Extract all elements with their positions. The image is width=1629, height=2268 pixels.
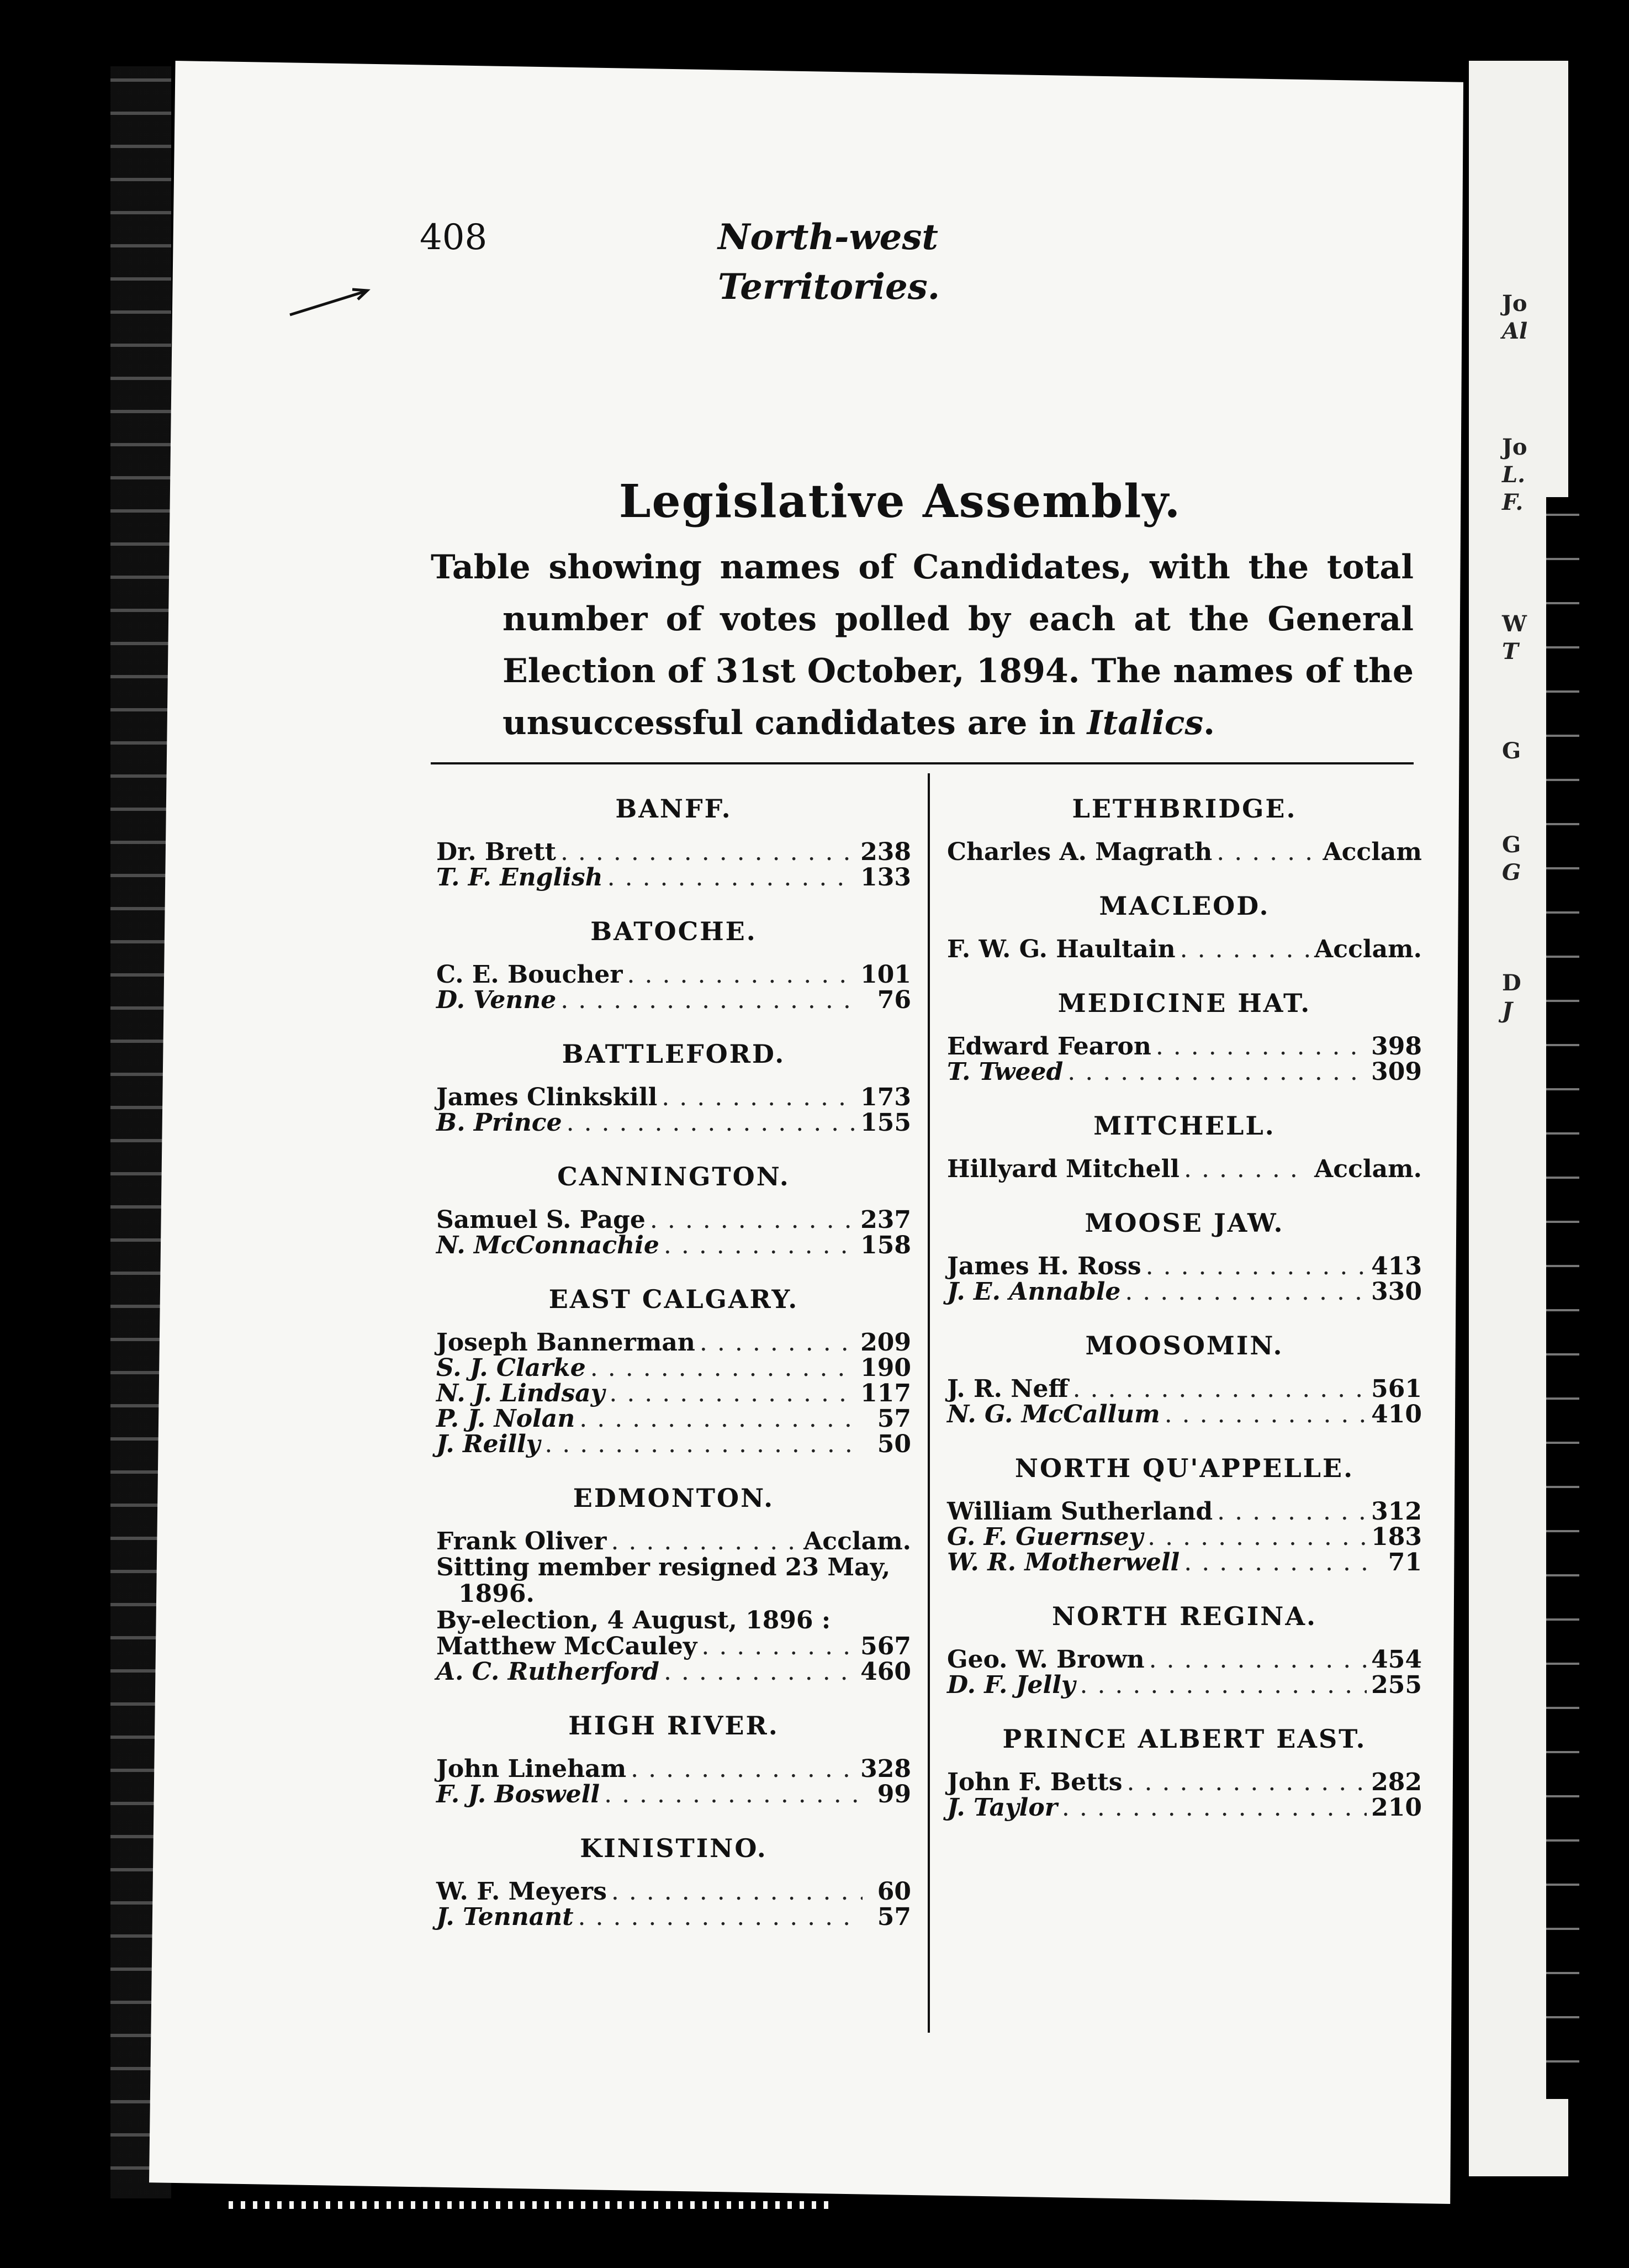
- right-column: [947, 784, 1422, 1845]
- candidate-name: J. Taylor: [947, 1794, 1057, 1822]
- vote-count: 133: [860, 863, 911, 892]
- scan-bottom-noise: [221, 2201, 828, 2209]
- candidate-name: Edward Fearon: [947, 1032, 1151, 1061]
- vote-count: 237: [860, 1206, 911, 1234]
- unsuccessful-candidate-row: [436, 1381, 911, 1406]
- facing-page-fragment: Al: [1502, 318, 1528, 344]
- candidate-name: G. F. Guernsey: [947, 1523, 1144, 1551]
- candidate-name: John F. Betts: [947, 1768, 1123, 1796]
- elected-candidate-row: [436, 840, 911, 865]
- vote-count: 255: [1371, 1671, 1422, 1699]
- elected-candidate-row: [436, 1207, 911, 1233]
- elected-candidate-row: [947, 1499, 1422, 1525]
- vote-count: 328: [860, 1755, 911, 1783]
- section-heading: Legislative Assembly.: [618, 475, 1182, 528]
- constituency-block: [436, 1283, 911, 1457]
- unsuccessful-candidate-row: [436, 1905, 911, 1930]
- left-column: [436, 784, 911, 1954]
- leader-dots: [1125, 1279, 1367, 1305]
- elected-candidate-row: [436, 962, 911, 988]
- facing-page-fragment: L.: [1502, 462, 1526, 488]
- facing-page-fragment: W: [1502, 611, 1527, 637]
- leader-dots: [1149, 1647, 1367, 1673]
- leader-dots: [1184, 1157, 1310, 1182]
- unsuccessful-candidate-row: [947, 1550, 1422, 1575]
- candidate-name: B. Prince: [436, 1109, 562, 1137]
- candidate-name: Matthew McCauley: [436, 1632, 697, 1660]
- unsuccessful-candidate-row: [947, 1795, 1422, 1821]
- vote-count: 567: [860, 1632, 911, 1660]
- constituency-block: [436, 1481, 911, 1685]
- elected-candidate-row: [947, 1770, 1422, 1795]
- intro-italic-word: Italics: [1087, 704, 1204, 742]
- header-rule: [431, 762, 1414, 764]
- leader-dots: [1217, 840, 1318, 865]
- candidate-name: James H. Ross: [947, 1252, 1141, 1280]
- leader-dots: [560, 840, 856, 865]
- unsuccessful-candidate-row: [436, 1659, 911, 1685]
- elected-candidate-row: [947, 1376, 1422, 1402]
- intro-text: Table showing names of Candidates, with the total number of votes polled by each at the General Election of 31st October, 1894. The names of the unsuccessful candidates are in: [431, 548, 1414, 742]
- vote-count: 57: [877, 1405, 911, 1433]
- leader-dots: [664, 1659, 856, 1685]
- constituency-name: LETHBRIDGE.: [1072, 794, 1297, 824]
- vote-count: 312: [1371, 1497, 1422, 1526]
- scan-edge-right: [1546, 497, 1579, 2099]
- candidate-name: N. G. McCallum: [947, 1400, 1160, 1428]
- leader-dots: [662, 1085, 856, 1110]
- election-note: Sitting member resigned 23 May, 1896.: [436, 1553, 891, 1608]
- candidate-name: T. Tweed: [947, 1058, 1064, 1086]
- constituency-name: EAST CALGARY.: [548, 1284, 799, 1314]
- candidate-name: N. McConnachie: [436, 1231, 659, 1259]
- leader-dots: [650, 1207, 856, 1233]
- leader-dots: [579, 1406, 863, 1432]
- leader-dots: [701, 1634, 856, 1659]
- unsuccessful-candidate-row: [436, 1406, 911, 1432]
- leader-dots: [1165, 1402, 1367, 1427]
- vote-count: 309: [1371, 1058, 1422, 1086]
- vote-count: 155: [860, 1109, 911, 1137]
- leader-dots: [578, 1905, 863, 1930]
- vote-count: 238: [860, 838, 911, 866]
- elected-candidate-row: [947, 1034, 1422, 1059]
- leader-dots: [611, 1879, 863, 1905]
- vote-count: 173: [860, 1083, 911, 1111]
- constituency-block: [436, 1037, 911, 1136]
- vote-count: 101: [860, 961, 911, 989]
- facing-page-fragment: T: [1502, 639, 1519, 664]
- constituency-name: PRINCE ALBERT EAST.: [1002, 1724, 1367, 1754]
- unsuccessful-candidate-row: [436, 865, 911, 890]
- candidate-name: D. Venne: [436, 986, 557, 1014]
- candidate-name: J. Tennant: [436, 1903, 574, 1931]
- unsuccessful-candidate-row: [947, 1673, 1422, 1698]
- facing-page-fragment: Jo: [1502, 434, 1527, 460]
- leader-dots: [560, 988, 863, 1013]
- vote-count: 330: [1371, 1278, 1422, 1306]
- constituency-block: [947, 1109, 1422, 1182]
- constituency-name: MEDICINE HAT.: [1057, 988, 1311, 1018]
- vote-count: 398: [1371, 1032, 1422, 1061]
- leader-dots: [1067, 1059, 1367, 1085]
- constituency-block: [947, 1722, 1422, 1821]
- candidate-name: James Clinkskill: [436, 1083, 658, 1111]
- constituency-block: [436, 915, 911, 1013]
- vote-count: 183: [1371, 1523, 1422, 1551]
- candidate-name: Joseph Bannerman: [436, 1328, 695, 1357]
- vote-count: 71: [1388, 1548, 1422, 1576]
- leader-dots: [1062, 1795, 1367, 1821]
- facing-page-fragment: G: [1502, 832, 1521, 858]
- facing-page-fragment: Jo: [1502, 291, 1527, 317]
- candidate-name: Frank Oliver: [436, 1527, 607, 1555]
- candidate-name: C. E. Boucher: [436, 961, 623, 989]
- leader-dots: [631, 1757, 856, 1782]
- vote-count: 561: [1371, 1375, 1422, 1403]
- facing-page-fragment: J: [1502, 998, 1512, 1024]
- constituency-name: MOOSOMIN.: [1085, 1331, 1284, 1360]
- elected-candidate-row: [947, 1254, 1422, 1279]
- candidate-name: W. F. Meyers: [436, 1877, 607, 1906]
- leader-dots: [664, 1233, 856, 1258]
- leader-dots: [1156, 1034, 1367, 1059]
- leader-dots: [567, 1110, 856, 1136]
- unsuccessful-candidate-row: [947, 1279, 1422, 1305]
- facing-page-fragment: G: [1502, 859, 1521, 885]
- constituency-block: [436, 1160, 911, 1258]
- vote-count: 76: [877, 986, 911, 1014]
- candidate-name: Dr. Brett: [436, 838, 556, 866]
- leader-dots: [611, 1529, 799, 1554]
- unsuccessful-candidate-row: [947, 1059, 1422, 1085]
- constituency-block: [947, 1600, 1422, 1698]
- candidate-name: F. J. Boswell: [436, 1780, 600, 1808]
- leader-dots: [607, 865, 856, 890]
- constituency-name: BATTLEFORD.: [562, 1039, 786, 1069]
- constituency-name: BATOCHE.: [590, 916, 757, 946]
- candidate-name: Geo. W. Brown: [947, 1645, 1145, 1674]
- elected-candidate-row: [947, 1157, 1422, 1182]
- constituency-block: [947, 987, 1422, 1085]
- facing-page-fragment: G: [1502, 738, 1521, 764]
- constituency-name: BANFF.: [615, 794, 732, 824]
- leader-dots: [1147, 1525, 1367, 1550]
- election-note: By-election, 4 August, 1896 :: [436, 1606, 831, 1634]
- constituency-name: EDMONTON.: [573, 1483, 775, 1513]
- leader-dots: [609, 1381, 856, 1406]
- leader-dots: [1184, 1550, 1373, 1575]
- elected-candidate-row: [947, 1647, 1422, 1673]
- vote-count: 413: [1371, 1252, 1422, 1280]
- leader-dots: [1180, 937, 1310, 962]
- facing-page-fragment: D: [1502, 970, 1521, 996]
- constituency-name: CANNINGTON.: [557, 1162, 790, 1191]
- constituency-block: [436, 1709, 911, 1807]
- constituency-block: [947, 889, 1422, 962]
- candidate-name: J. E. Annable: [947, 1278, 1121, 1306]
- candidate-name: P. J. Nolan: [436, 1405, 575, 1433]
- constituency-name: KINISTINO.: [580, 1833, 768, 1863]
- leader-dots: [1146, 1254, 1367, 1279]
- vote-count: 410: [1371, 1400, 1422, 1428]
- candidate-name: W. R. Motherwell: [947, 1548, 1180, 1576]
- pencil-arrow-mark: [287, 282, 375, 320]
- vote-count: 117: [860, 1379, 911, 1407]
- intro-text-end: .: [1203, 704, 1215, 742]
- vote-count: Acclam: [1323, 838, 1422, 866]
- candidate-name: Samuel S. Page: [436, 1206, 646, 1234]
- candidate-name: Charles A. Magrath: [947, 838, 1213, 866]
- elected-candidate-row: [436, 1085, 911, 1110]
- unsuccessful-candidate-row: [436, 1432, 911, 1457]
- constituency-name: MITCHELL.: [1093, 1111, 1276, 1141]
- constituency-block: [947, 792, 1422, 865]
- vote-count: 454: [1371, 1645, 1422, 1674]
- candidate-name: N. J. Lindsay: [436, 1379, 605, 1407]
- constituency-name: HIGH RIVER.: [568, 1711, 779, 1740]
- candidate-name: D. F. Jelly: [947, 1671, 1076, 1699]
- vote-count: 190: [860, 1354, 911, 1382]
- column-divider: [928, 773, 930, 2033]
- leader-dots: [1217, 1499, 1367, 1525]
- vote-count: 57: [877, 1903, 911, 1931]
- leader-dots: [700, 1330, 856, 1355]
- elected-candidate-row: [947, 840, 1422, 865]
- intro-paragraph: [431, 541, 1414, 749]
- candidate-name: J. R. Neff: [947, 1375, 1069, 1403]
- vote-count: 158: [860, 1231, 911, 1259]
- vote-count: Acclam.: [803, 1527, 911, 1555]
- constituency-name: NORTH QU'APPELLE.: [1014, 1453, 1355, 1483]
- vote-count: 60: [877, 1877, 911, 1906]
- leader-dots: [544, 1432, 863, 1457]
- constituency-name: MACLEOD.: [1099, 891, 1270, 921]
- facing-page-fragment: F.: [1502, 489, 1524, 515]
- leader-dots: [627, 962, 856, 988]
- unsuccessful-candidate-row: [436, 1355, 911, 1381]
- candidate-name: T. F. English: [436, 863, 603, 892]
- constituency-block: [436, 792, 911, 890]
- running-head: [420, 213, 1138, 308]
- constituency-block: [947, 1452, 1422, 1575]
- candidate-name: F. W. G. Haultain: [947, 935, 1176, 963]
- vote-count: 210: [1371, 1794, 1422, 1822]
- unsuccessful-candidate-row: [436, 1110, 911, 1136]
- elected-candidate-row: [436, 1757, 911, 1782]
- leader-dots: [604, 1782, 863, 1807]
- elected-candidate-row: [947, 937, 1422, 962]
- page-number: 408: [420, 217, 488, 258]
- elected-candidate-row: [436, 1330, 911, 1355]
- elected-candidate-row: [436, 1529, 911, 1554]
- candidate-name: A. C. Rutherford: [436, 1658, 659, 1686]
- unsuccessful-candidate-row: [436, 988, 911, 1013]
- vote-count: 460: [860, 1658, 911, 1686]
- unsuccessful-candidate-row: [436, 1782, 911, 1807]
- unsuccessful-candidate-row: [436, 1233, 911, 1258]
- leader-dots: [590, 1355, 856, 1381]
- constituency-block: [947, 1206, 1422, 1305]
- vote-count: 50: [877, 1430, 911, 1458]
- leader-dots: [1127, 1770, 1367, 1795]
- constituency-block: [436, 1832, 911, 1930]
- vote-count: 282: [1371, 1768, 1422, 1796]
- candidate-name: William Sutherland: [947, 1497, 1213, 1526]
- vote-count: 99: [877, 1780, 911, 1808]
- running-title: North-west Territories.: [718, 217, 940, 308]
- leader-dots: [1080, 1673, 1367, 1698]
- vote-count: Acclam.: [1314, 1155, 1422, 1183]
- candidate-name: Hillyard Mitchell: [947, 1155, 1180, 1183]
- candidate-name: John Lineham: [436, 1755, 627, 1783]
- vote-count: 209: [860, 1328, 911, 1357]
- elected-candidate-row: [436, 1879, 911, 1905]
- constituency-block: [947, 1329, 1422, 1427]
- constituency-name: MOOSE JAW.: [1085, 1208, 1284, 1238]
- candidate-name: J. Reilly: [436, 1430, 541, 1458]
- unsuccessful-candidate-row: [947, 1402, 1422, 1427]
- vote-count: Acclam.: [1314, 935, 1422, 963]
- unsuccessful-candidate-row: [947, 1525, 1422, 1550]
- elected-candidate-row: [436, 1634, 911, 1659]
- candidate-name: S. J. Clarke: [436, 1354, 586, 1382]
- leader-dots: [1073, 1376, 1367, 1402]
- constituency-name: NORTH REGINA.: [1051, 1601, 1318, 1631]
